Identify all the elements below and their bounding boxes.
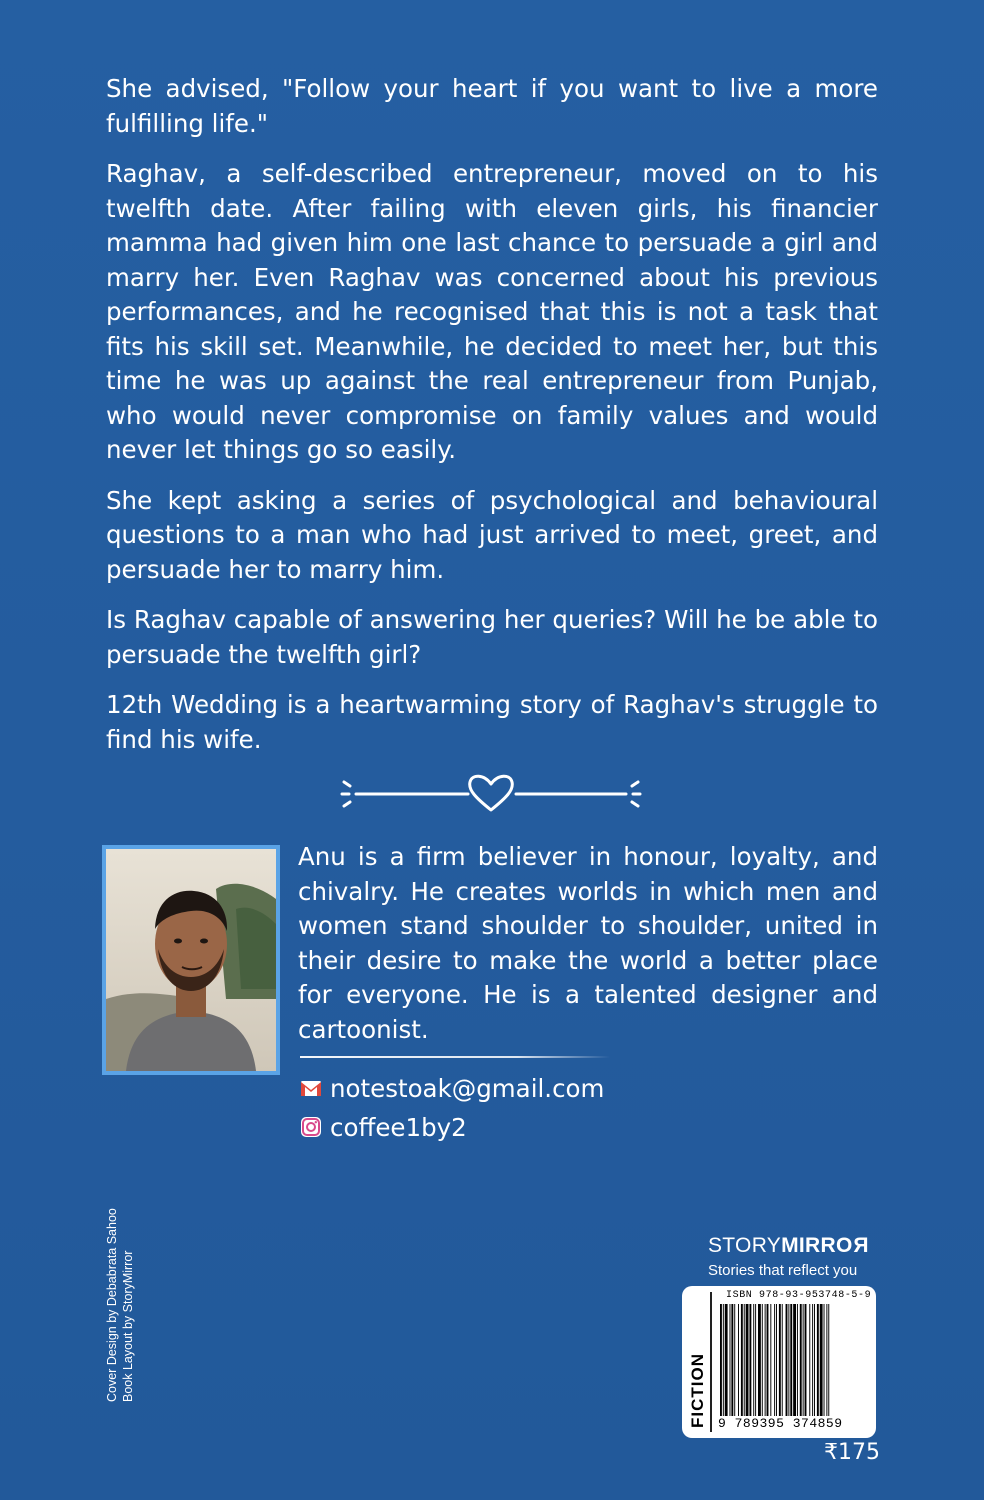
publisher-logo-reversed-letter: R bbox=[852, 1234, 869, 1257]
instagram-icon bbox=[300, 1116, 322, 1138]
instagram-handle: coffee1by2 bbox=[330, 1112, 467, 1142]
heart-divider-icon bbox=[336, 766, 646, 822]
publisher-logo-part2: MIRRO bbox=[781, 1234, 853, 1257]
barcode-image bbox=[718, 1304, 868, 1416]
blurb-paragraph: She kept asking a series of psychological and behavioural questions to a man who had just arrived to meet, greet, and persuade her to marry him. bbox=[106, 485, 878, 584]
author-instagram[interactable] bbox=[300, 1110, 467, 1144]
publisher-logo-part1: STORY bbox=[708, 1234, 782, 1257]
bio-divider bbox=[300, 1056, 610, 1058]
mail-icon bbox=[300, 1077, 322, 1099]
blurb bbox=[106, 72, 878, 773]
barcode-panel bbox=[682, 1286, 876, 1438]
genre-label: FICTION bbox=[688, 1353, 707, 1428]
barcode-digits: 9 789395 374859 bbox=[718, 1416, 843, 1431]
author-email[interactable] bbox=[300, 1071, 604, 1105]
blurb-paragraph: Raghav, a self-described entrepreneur, moved on to his twelfth date. After failing with eleven girls, his financier mamma had given him one last chance to persuade a girl and marry her. Even Raghav was concerned about his previous performances, and he recognised that this is not a task that fits his skill set. Meanwhile, he decided to meet her, but this time he was up against the real entrepreneur from Punjab, who would never compromise on family values and would never let things go so easily. bbox=[106, 159, 878, 464]
book-layout-credit: Book Layout by StoryMirror bbox=[121, 1250, 135, 1402]
credits bbox=[104, 1162, 136, 1402]
cover-design-credit: Cover Design by Debabrata Sahoo bbox=[105, 1208, 119, 1402]
genre-divider bbox=[710, 1292, 712, 1432]
email-text: notestoak@gmail.com bbox=[330, 1073, 605, 1103]
blurb-paragraph: She advised, "Follow your heart if you want to live a more fulfilling life." bbox=[106, 74, 878, 138]
price: ₹175 bbox=[824, 1440, 880, 1465]
author-bio: Anu is a firm believer in honour, loyalty, and chivalry. He creates worlds in which men and women stand shoulder to shoulder, united in their desire to make the world a better place for everyone. He is a talented designer and cartoonist. bbox=[298, 842, 878, 1044]
publisher-logo bbox=[708, 1234, 880, 1258]
author-photo bbox=[102, 845, 280, 1075]
publisher-tagline: Stories that reflect you bbox=[708, 1262, 858, 1279]
author-portrait-image bbox=[106, 849, 276, 1071]
blurb-paragraph: 12th Wedding is a heartwarming story of Raghav's struggle to find his wife. bbox=[106, 690, 878, 754]
isbn-label: ISBN 978-93-953748-5-9 bbox=[726, 1290, 872, 1301]
blurb-paragraph: Is Raghav capable of answering her queries? Will he be able to persuade the twelfth girl? bbox=[106, 605, 878, 669]
